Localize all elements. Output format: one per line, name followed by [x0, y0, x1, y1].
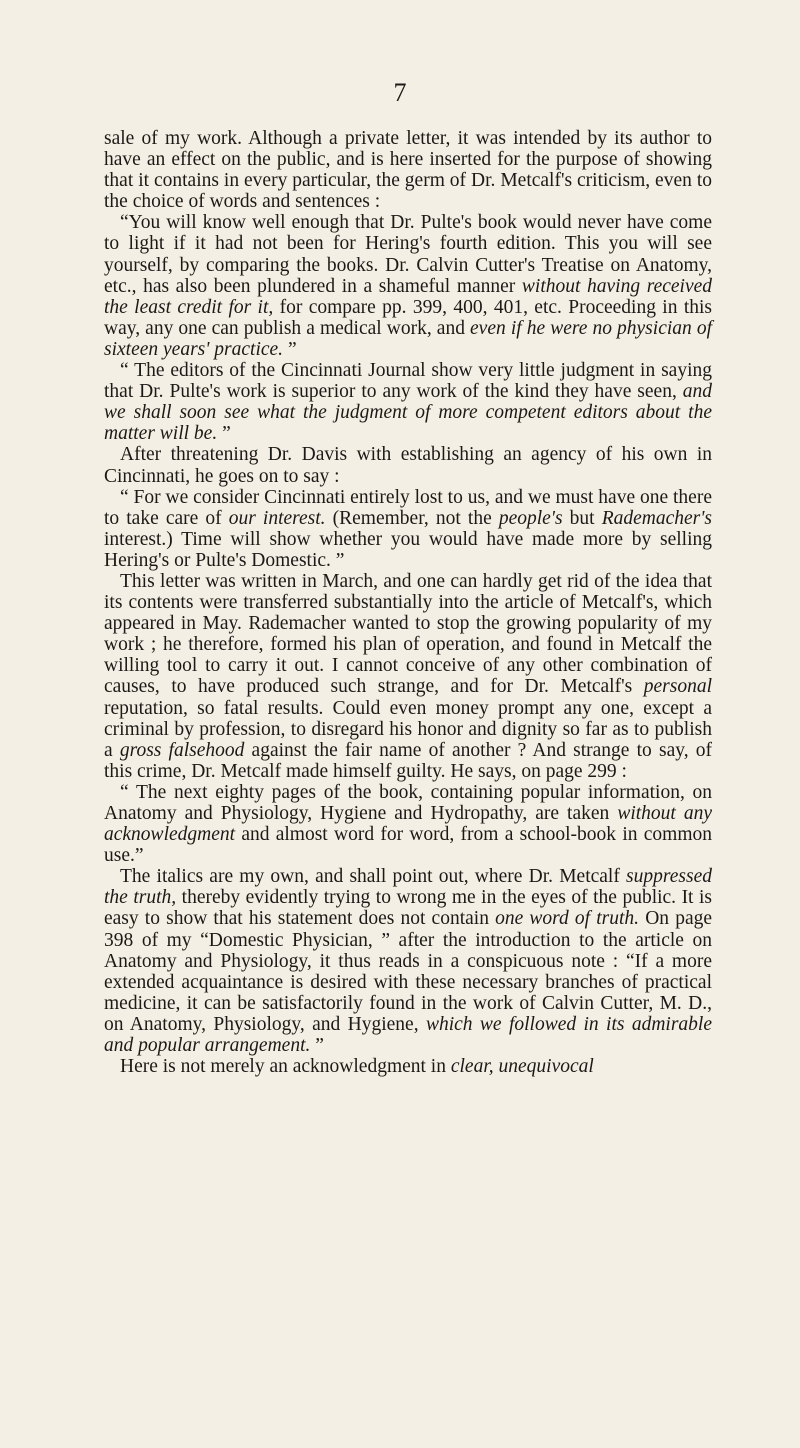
page-number: 7: [393, 78, 407, 107]
italic-text-run: our interest.: [228, 507, 326, 529]
italic-text-run: personal: [643, 676, 712, 698]
text-run: ”: [283, 338, 297, 360]
text-run: “ The next eighty pages of the book, containing popular information, on Anatomy and Physiology, Hygiene and Hydropathy, are taken: [104, 781, 712, 824]
text-run: (Remember, not the: [325, 507, 499, 529]
italic-text-run: gross falsehood: [119, 739, 245, 761]
text-run: ”: [217, 423, 231, 445]
text-run: The italics are my own, and shall point out, where Dr. Metcalf: [120, 866, 627, 888]
text-run: interest.) Time will show whether you would have made more by selling Hering's or Pulte's Domestic. ”: [104, 528, 712, 571]
italic-text-run: and we shall soon see what the judgment of more competent editors about the matter will be.: [104, 381, 712, 445]
italic-text-run: without any acknowledgment: [104, 803, 713, 846]
italic-text-run: without having received the least credit for it,: [104, 275, 713, 318]
text-run: “ For we consider Cincinnati entirely lost to us, and we must have one there to take care of: [104, 486, 712, 529]
italic-text-run: even if he were no physician of sixteen years' practice.: [104, 317, 713, 360]
text-run: for compare pp. 399, 400, 401, etc. Proceeding in this way, any one can publish a medical work, and: [104, 296, 712, 339]
text-run: ”: [310, 1035, 324, 1057]
text-run: “You will know well enough that Dr. Pulte's book would never have come to light if it had not been for Hering's fourth edition. This you will see yourself, by comparing the books. Dr. Calvin Cutter's Treatise on Anatomy, etc., has also been plundered in a shameful manner: [104, 212, 712, 297]
text-run: After threatening Dr. Davis with establishing an agency of his own in Cincinnati, he goes on to say :: [104, 444, 712, 487]
text-run: sale of my work. Although a private letter, it was intended by its author to have an effect on the public, and is here inserted for the purpose of showing that it contains in every particular, the germ of Dr. Metcalf's criticism, even to the choice of words and sentences :: [104, 128, 712, 213]
paragraph-continuation: [104, 128, 712, 212]
text-run: “ The editors of the Cincinnati Journal show very little judgment in saying that Dr. Pulte's work is superior to any work of the kind they have seen,: [104, 360, 712, 403]
italic-text-run: people's: [498, 507, 563, 529]
text-run: reputation, so fatal results. Could even money prompt any one, except a criminal by profession, to disregard his honor and dignity so far as to publish a: [104, 697, 712, 761]
paragraph-acknowledgment: [104, 1056, 712, 1077]
text-run: but: [562, 507, 602, 529]
text-run: thereby evidently trying to wrong me in the eyes of the public. It is easy to show that his statement does not contain: [104, 887, 712, 930]
paragraph-agency: [104, 444, 712, 486]
paragraph-italics-rebuttal: [104, 866, 712, 1056]
italic-text-run: clear, unequivocal: [450, 1056, 594, 1078]
text-run: Here is not merely an acknowledgment in: [120, 1056, 451, 1078]
body-text: [104, 128, 712, 1077]
italic-text-run: which we followed in its admirable and popular arrangement.: [104, 1013, 712, 1057]
paragraph-quote-cincinnati: [104, 487, 712, 571]
italic-text-run: one word of truth.: [495, 908, 640, 930]
italic-text-run: Rademacher's: [601, 507, 712, 529]
text-run: This letter was written in March, and one can hardly get rid of the idea that its contents were transferred substantially into the article of Metcalf's, which appeared in May. Rademacher wanted to stop the growing popularity of my work ; he therefore, formed his plan of operation, and found in Metcalf the willing tool to carry it out. I cannot conceive of any other combination of causes, to have produced such strange, and for Dr. Metcalf's: [104, 570, 712, 698]
italic-text-run: suppressed the truth,: [104, 866, 712, 909]
paragraph-quote-metcalf: [104, 782, 712, 866]
text-run: On page 398 of my “Domestic Physician, ” after the introduction to the article on Anatomy and Physiology, it thus reads in a conspicuous note : “If a more extended acquaintance is desired with these necessary branches of practical medicine, it can be satisfactorily found in the work of Calvin Cutter, M. D., on Anatomy, Physiology, and Hygiene,: [104, 908, 713, 1035]
paragraph-quote-letter: [104, 212, 712, 360]
paragraph-letter-analysis: [104, 571, 712, 782]
paragraph-quote-editors: [104, 360, 712, 444]
text-run: against the fair name of another ? And strange to say, of this crime, Dr. Metcalf made himself guilty. He says, on page 299 :: [104, 739, 712, 782]
text-run: and almost word for word, from a school-book in common use.”: [104, 824, 712, 867]
